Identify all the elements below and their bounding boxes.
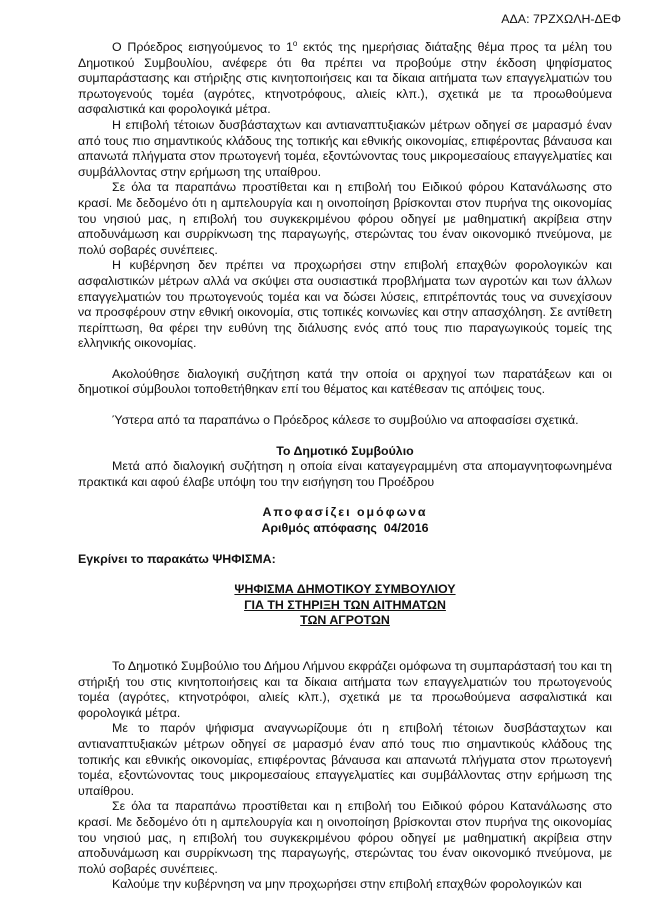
intro-paragraph: [78, 40, 612, 118]
resolution-title-line: ΓΙΑ ΤΗ ΣΤΗΡΙΞΗ ΤΩΝ ΑΙΤΗΜΑΤΩΝ: [244, 597, 446, 612]
document-body: [78, 40, 612, 893]
spacer: [78, 537, 612, 552]
resolution-paragraph-measures: Με το παρόν ψήφισμα αναγνωρίζουμε ότι η επιβολή τέτοιων δυσβάσταχτων και αντιαναπτυξιακών μέτρων οδηγεί σε μαρασμό έναν από τους πιο σημαντικούς κλάδους της τοπικής και εθνικής οικονομίας, επιφέροντας βάναυσα και απανωτά πλήγματα στον πρωτογενή τομέα, εξοντώνοντας τους μικρομεσαίους επαγγελματίες και συμβάλλοντας στην ερήμωση της υπαίθρου.: [78, 721, 612, 798]
decision-number: Αριθμός απόφασης 04/2016: [261, 521, 429, 536]
intro-text-start: Ο Πρόεδρος εισηγούμενος το 1: [112, 40, 293, 54]
spacer: [78, 629, 612, 644]
intro-text-end: εκτός της ημερήσιας διάταξης θέμα προς τα μέλη του Δημοτικού Συμβουλίου, ανέφερε ότι θα πρέπει να προβούμε στην έκδοση ψηφίσματος συμπαράστασης και στήριξης στις κινητοποιήσεις και τα δίκαια αιτήματα των επαγγελματιών του πρωτογενούς τομέα (αγρότες, κτηνοτρόφους, αλιείς κλπ.), σχετικά με τα προωθούμενα ασφαλιστικά και φορολογικά μέτρα.: [78, 40, 612, 117]
resolution-title-line: ΤΩΝ ΑΓΡΟΤΩΝ: [300, 613, 390, 628]
spacer: [78, 567, 612, 582]
approves-line: Εγκρίνει το παρακάτω ΨΗΦΙΣΜΑ:: [78, 551, 276, 566]
paragraph-government: Η κυβέρνηση δεν πρέπει να προχωρήσει στην επιβολή επαχθών φορολογικών και ασφαλιστικών μέτρων αλλά να σκύψει στα ουσιαστικά προβλήματα των αγροτών και των άλλων επαγγελματιών του πρωτογενούς τομέα και να δώσει λύσεις, επιτρέποντάς τους να συνεχίσουν να προσφέρουν στην εθνική οικονομία, στις τοπικές κοινωνίες και στην απασχόληση. Σε αντίθετη περίπτωση, θα φέρει την ευθύνη της διάλυσης ενός από τους πιο παραγωγικούς τομείς της ελληνικής οικονομίας.: [78, 258, 612, 351]
spacer: [78, 398, 612, 413]
spacer: [78, 429, 612, 444]
discussion-paragraph: Ακολούθησε διαλογική συζήτηση κατά την οποία οι αρχηγοί των παρατάξεων και οι δημοτικοί σύμβουλοι τοποθετήθηκαν επί του θέματος και κατέθεσαν τις απόψεις τους.: [78, 366, 612, 397]
spacer: [78, 352, 612, 367]
paragraph-wine-tax: Σε όλα τα παραπάνω προστίθεται και η επιβολή του Ειδικού φόρου Κατανάλωσης στο κρασί. Με δεδομένο ότι η αμπελουργία και η οινοποίηση βρίσκονται στον πυρήνα της οικονομίας του νησιού μας, η επιβολή του συγκεκριμένου φόρου οδηγεί με μαθηματική ακρίβεια στην αποδυνάμωση και συρρίκνωση της παραγωγής, στερώντας του έναν οικονομικό πνεύμονα, με πολύ σοβαρές συνέπειες.: [78, 180, 612, 257]
decide-call-paragraph: Ύστερα από τα παραπάνω ο Πρόεδρος κάλεσε το συμβούλιο να αποφασίσει σχετικά.: [112, 413, 579, 428]
ada-code: ΑΔΑ: 7ΡΖΧΩΛΗ-ΔΕΦ: [501, 12, 621, 26]
resolution-paragraph-support: Το Δημοτικό Συμβούλιο του Δήμου Λήμνου εκφράζει ομόφωνα τη συμπαράστασή του και τη στήριξή του στις κινητοποιήσεις και τα δίκαια αιτήματα των επαγγελματιών του πρωτογενούς τομέα (αγρότες, κτηνοτρόφοι, αλιείς κλπ.), σχετικά με τα προωθούμενα ασφαλιστικά και φορολογικά μέτρα.: [78, 659, 612, 720]
resolution-paragraph-call: Καλούμε την κυβέρνηση να μην προχωρήσει στην επιβολή επαχθών φορολογικών και: [112, 877, 582, 892]
resolution-title-line: ΨΗΦΙΣΜΑ ΔΗΜΟΤΙΚΟΥ ΣΥΜΒΟΥΛΙΟΥ: [234, 582, 456, 597]
decision-unanimous: Αποφασίζει ομόφωνα: [262, 505, 428, 520]
council-paragraph: Μετά από διαλογική συζήτηση η οποία είναι καταγεγραμμένη στα απομαγνητοφωνημένα πρακτικά και αφού έλαβε υπόψη του την εισήγηση του Προέδρου: [78, 459, 612, 489]
paragraph-measures: Η επιβολή τέτοιων δυσβάσταχτων και αντιαναπτυξιακών μέτρων οδηγεί σε μαρασμό έναν από τους πιο σημαντικούς κλάδους της τοπικής και εθνικής οικονομίας, επιφέροντας βάναυσα και απανωτά πλήγματα στον πρωτογενή τομέα, εξοντώνοντας τους μικρομεσαίους επαγγελματίες και συμβάλλοντας στην ερήμωση της υπαίθρου.: [78, 117, 612, 179]
spacer: [78, 490, 612, 505]
resolution-paragraph-wine-tax: Σε όλα τα παραπάνω προστίθεται και η επιβολή του Ειδικού φόρου Κατανάλωσης στο κρασί. Με δεδομένο ότι η αμπελουργία και η οινοποίηση βρίσκονται στον πυρήνα της οικονομίας του νησιού μας, η επιβολή του συγκεκριμένου φόρου οδηγεί με μαθηματική ακρίβεια στην αποδυνάμωση και συρρίκνωση της παραγωγής, στερώντας του έναν οικονομικό πνεύμονα, με πολύ σοβαρές συνέπειες.: [78, 799, 612, 876]
council-heading: Το Δημοτικό Συμβούλιο: [276, 443, 414, 458]
spacer: [78, 644, 612, 659]
ordinal-superscript: ο: [292, 38, 298, 48]
